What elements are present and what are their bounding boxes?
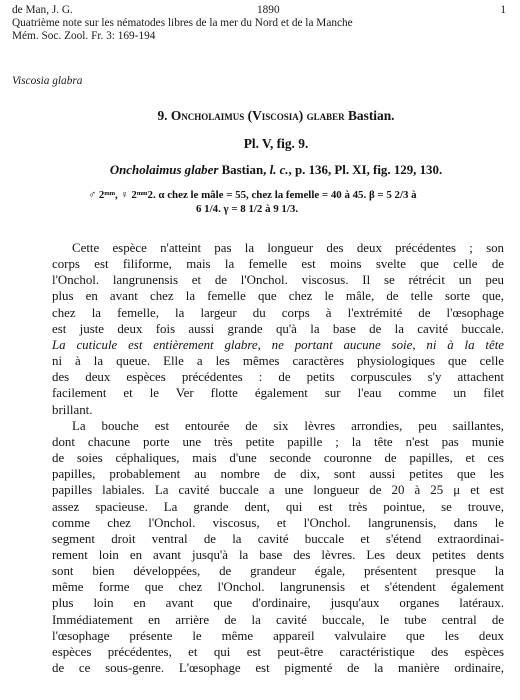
synonym-ref-tail: , p. 136, Pl. XI, fig. 129, 130. xyxy=(288,163,443,177)
text-line: brillant. xyxy=(52,402,93,417)
text-line: papilles, probablement au nombre de dix, sont aussi petites que les xyxy=(52,467,504,482)
text-line: chez la femelle, la largeur du corps à l'extrémité de l'œsophage xyxy=(52,305,504,320)
text-line: plus loin en avant que d'ordinaire, jusqu'aux organes latéraux. xyxy=(52,596,504,611)
citation-title: Quatrième note sur les nématodes libres de la mer du Nord et de la Manche xyxy=(12,17,353,29)
citation-header xyxy=(12,4,508,43)
text-line: assez spacieuse. La grande dent, qui est très pointue, se trouve, xyxy=(52,499,504,514)
text-line: dont chacune porte une très petite papille ; la tête n'est pas munie xyxy=(52,434,504,449)
text-line: l'Onchol. langrunensis et de l'Onchol. viscosus. Il se rétrécit un peu xyxy=(52,273,504,288)
authority: Bastian. xyxy=(348,108,395,123)
text-line: ni à la queue. Elle a les mêmes caractères physiologiques que celle xyxy=(52,354,504,369)
text-line: sont bien développées, de grandeur égale, présentent presque la xyxy=(52,564,504,579)
text-line: des deux espèces précédentes : de petits corpuscules s'y attachent xyxy=(52,370,504,385)
text-line: de soies céphaliques, mais d'une seconde couronne de papilles, et ces xyxy=(52,451,504,466)
plate-reference: Pl. V, fig. 9. xyxy=(243,136,309,151)
text-line: rement loin en avant jusqu'à la base des lèvres. Les deux petites dents xyxy=(52,547,504,562)
page-number: 1 xyxy=(500,4,506,16)
text-line: Cette espèce n'atteint pas la longueur des deux précédentes ; son xyxy=(72,241,504,255)
text-line: plus en avant chez la femelle que chez le mâle, de telle sorte que, xyxy=(52,289,504,304)
author: de Man, J. G. xyxy=(12,4,73,16)
species-heading-block xyxy=(52,108,500,216)
synonym-line xyxy=(52,162,500,178)
text-line: Immédiatement en arrière de la cavité buccale, le tube central de xyxy=(52,612,504,627)
synonym-authority: Bastian, xyxy=(218,163,270,177)
text-line: l'œsophage présente le même appareil valvulaire que les deux xyxy=(52,628,504,643)
text-line: espèces précédentes, et qui est peut-être caractéristique des espèces xyxy=(52,644,504,659)
measurements xyxy=(88,188,500,216)
text-line: corps est filiforme, mais la femelle est moins svelte que celle de xyxy=(52,257,504,272)
text-line: facilement et le Ver flotte également sur l'eau comme un filet xyxy=(52,386,504,401)
text-line: segment droit ventral de la cavité buccale et s'étend extraordinai- xyxy=(52,531,504,546)
text-line: même forme que chez l'Onchol. langrunensis et s'étendent également xyxy=(52,580,504,595)
section-number: 9. xyxy=(157,108,168,123)
genus-name: Oncholaimus xyxy=(170,108,245,123)
section-title xyxy=(52,108,500,124)
species-name: glaber xyxy=(306,108,345,123)
text-line: comme chez l'Onchol. viscosus, et l'Onchol. langrunensis, dans le xyxy=(52,515,504,530)
subgenus-name: (Viscosia) xyxy=(247,108,304,123)
measurements-line-2: 6 1/4. γ = 8 1/2 à 9 1/3. xyxy=(196,203,299,215)
species-tag: Viscosia glabra xyxy=(12,75,83,87)
synonym-ref: l. c. xyxy=(269,163,289,177)
paragraph-2 xyxy=(52,418,504,677)
text-line: La cuticule est entièrement glabre, ne portant aucune soie, ni à la tête xyxy=(52,337,504,352)
paragraph-1 xyxy=(52,240,504,418)
synonym-name: Oncholaimus glaber xyxy=(109,163,219,177)
text-line: La bouche est entourée de six lèvres arrondies, peu saillantes, xyxy=(72,418,504,433)
citation-row-1 xyxy=(12,4,508,17)
text-line: est juste deux fois aussi grande qu'à la base de la cavité buccale. xyxy=(52,321,504,336)
body-text xyxy=(52,240,504,676)
year: 1890 xyxy=(257,4,280,16)
text-line: de ce sous-genre. L'œsophage est pigmenté de la manière ordinaire, xyxy=(52,661,504,676)
citation-journal: Mém. Soc. Zool. Fr. 3: 169-194 xyxy=(12,30,156,42)
measurements-line-1: ♂ 2ᵐᵐ, ♀ 2ᵐᵐ2. α chez le mâle = 55, chez la femelle = 40 à 45. β = 5 2/3 à xyxy=(88,189,417,201)
text-line: papilles labiales. La cavité buccale a une longueur de 20 à 25 μ et est xyxy=(52,483,504,498)
